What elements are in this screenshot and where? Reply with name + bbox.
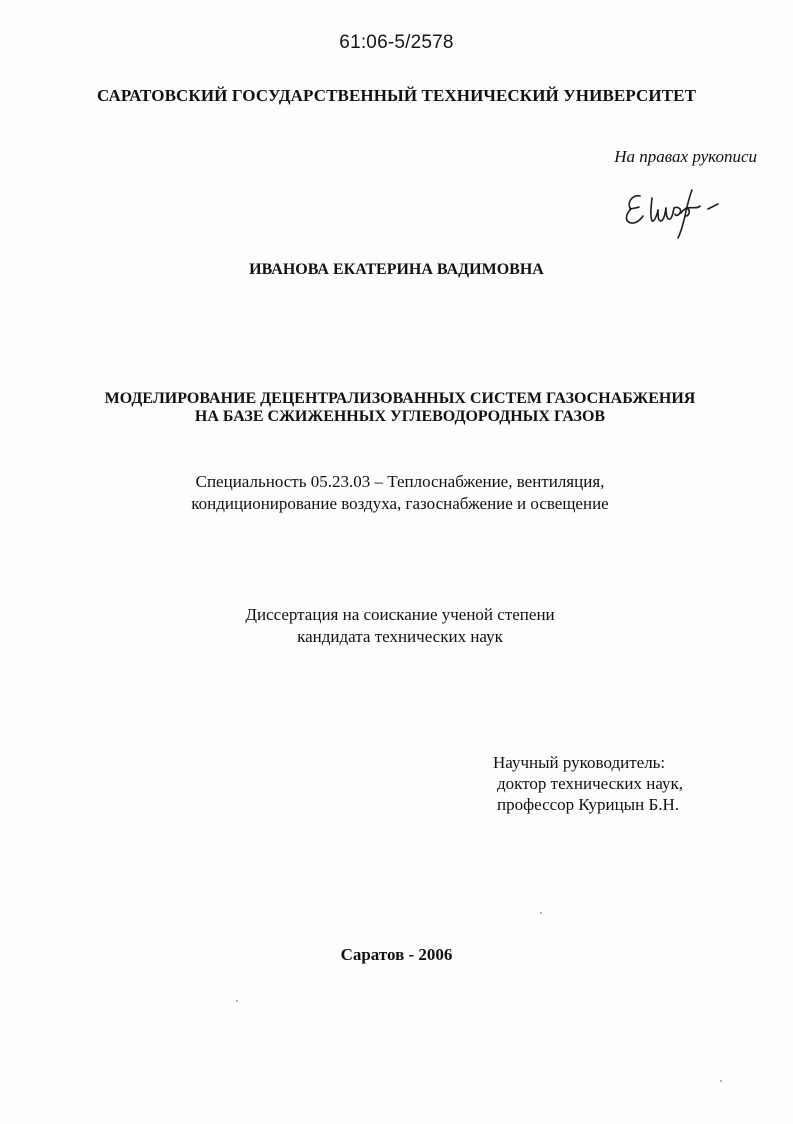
degree-line: кандидата технических наук	[297, 627, 503, 646]
title-line: НА БАЗЕ СЖИЖЕННЫХ УГЛЕВОДОРОДНЫХ ГАЗОВ	[194, 408, 606, 425]
university-name: САРАТОВСКИЙ ГОСУДАРСТВЕННЫЙ ТЕХНИЧЕСКИЙ УНИВЕРСИТЕТ	[96, 86, 697, 105]
scientific-supervisor	[493, 752, 683, 815]
specialty-line: кондиционирование воздуха, газоснабжение и освещение	[191, 494, 609, 513]
manuscript-rights-note: На правах рукописи	[614, 147, 757, 166]
degree-line: Диссертация на соискание ученой степени	[245, 605, 555, 624]
catalog-code: 61:06-5/2578	[339, 32, 454, 53]
degree-statement	[50, 604, 750, 648]
specialty-line: Специальность 05.23.03 – Теплоснабжение, вентиляция,	[195, 472, 605, 491]
supervisor-name: профессор Курицын Б.Н.	[497, 795, 679, 814]
supervisor-degree: доктор технических наук,	[497, 774, 684, 793]
scan-speck	[720, 1080, 722, 1082]
city-year: Саратов - 2006	[340, 945, 453, 964]
title-line: МОДЕЛИРОВАНИЕ ДЕЦЕНТРАЛИЗОВАННЫХ СИСТЕМ ГАЗОСНАБЖЕНИЯ	[104, 390, 696, 407]
scan-speck	[236, 1000, 238, 1002]
scan-speck	[540, 912, 542, 914]
dissertation-title	[50, 390, 750, 426]
author-name: ИВАНОВА ЕКАТЕРИНА ВАДИМОВНА	[249, 261, 544, 278]
signature-strokes	[626, 190, 718, 238]
supervisor-label: Научный руководитель:	[493, 753, 666, 772]
handwritten-signature	[620, 182, 730, 242]
specialty	[50, 471, 750, 515]
